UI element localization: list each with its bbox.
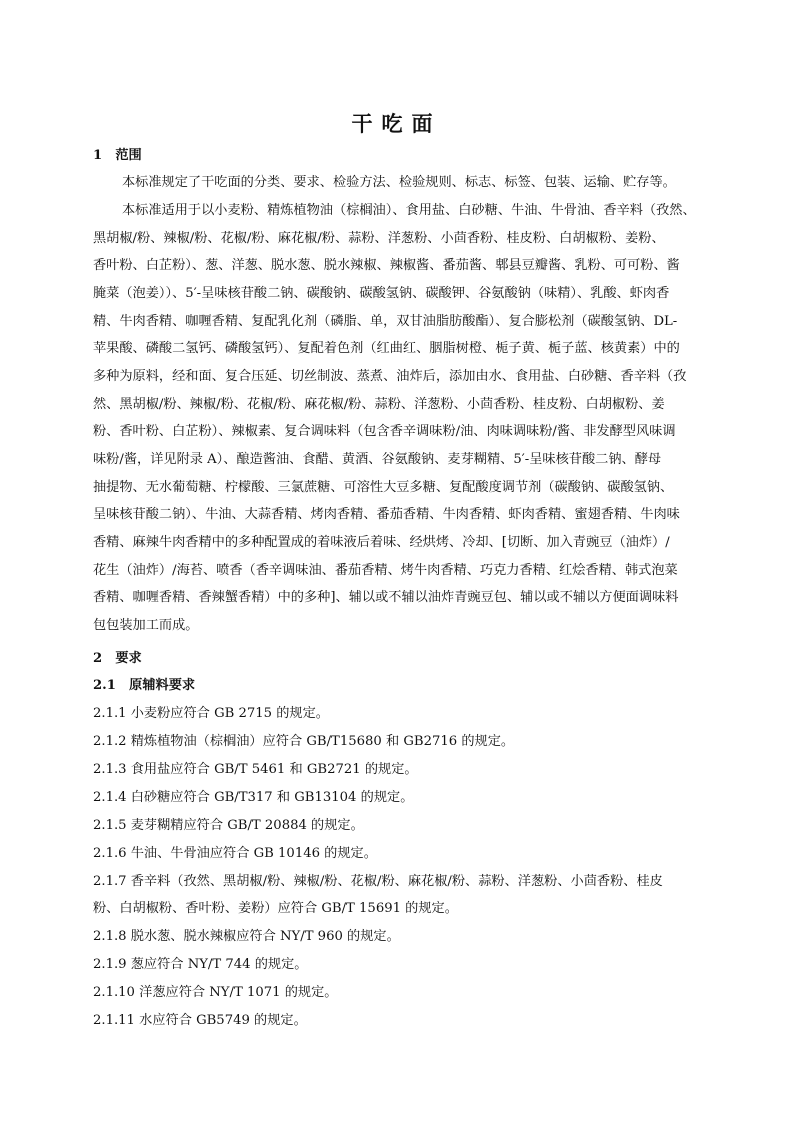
requirement-item: 2.1.3 食用盐应符合 GB/T 5461 和 GB2721 的规定。 — [93, 762, 418, 777]
paragraph-line: 黑胡椒/粉、辣椒/粉、花椒/粉、麻花椒/粉、蒜粉、洋葱粉、小茴香粉、桂皮粉、白胡椒粉、姜粉、 — [93, 231, 665, 246]
page-title: 干吃面 — [351, 111, 442, 136]
paragraph-line: 粉、香叶粉、白芷粉）、辣椒素、复合调味料（包含香辛调味粉/油、肉味调味粉/酱、非发酵型风味调 — [93, 424, 676, 439]
paragraph-line: 多种为原料，经和面、复合压延、切丝制波、蒸煮、油炸后，添加由水、食用盐、白砂糖、香辛料（孜 — [93, 369, 687, 384]
paragraph-line: 味粉/酱，详见附录 A）、酿造酱油、食醋、黄酒、谷氨酸钠、麦芽糊精、5′-呈味核苷酸二钠、酵母 — [93, 452, 662, 467]
requirement-item: 2.1.10 洋葱应符合 NY/T 1071 的规定。 — [93, 985, 338, 1000]
paragraph-line: 腌菜（泡姜））、5′-呈味核苷酸二钠、碳酸钠、碳酸氢钠、碳酸钾、谷氨酸钠（味精）、乳酸、虾肉香 — [93, 286, 670, 301]
requirement-item: 2.1.7 香辛料（孜然、黑胡椒/粉、辣椒/粉、花椒/粉、麻花椒/粉、蒜粉、洋葱粉、小茴香粉、桂皮 — [93, 874, 663, 889]
requirement-item: 2.1.1 小麦粉应符合 GB 2715 的规定。 — [93, 706, 329, 721]
paragraph-line: 精、牛肉香精、咖喱香精、复配乳化剂（磷脂、单，双甘油脂肪酸酯）、复合膨松剂（碳酸氢钠、DL- — [93, 314, 678, 329]
paragraph-line: 香精、麻辣牛肉香精中的多种配置成的着味液后着味、经烘烤、冷却、[切断、加入青豌豆（油炸）/ — [93, 535, 670, 550]
requirement-item: 2.1.2 精炼植物油（棕榈油）应符合 GB/T15680 和 GB2716 的规定。 — [93, 734, 515, 749]
paragraph-line: 抽提物、无水葡萄糖、柠檬酸、三氯蔗糖、可溶性大豆多糖、复配酸度调节剂（碳酸钠、碳酸氢钠、 — [93, 480, 674, 495]
paragraph-line: 花生（油炸）/海苔、喷香（香辛调味油、番茄香精、烤牛肉香精、巧克力香精、红烩香精、韩式泡菜 — [93, 563, 678, 578]
paragraph-line: 然、黑胡椒/粉、辣椒/粉、花椒/粉、麻花椒/粉、蒜粉、洋葱粉、小茴香粉、桂皮粉、白胡椒粉、姜 — [93, 397, 665, 412]
paragraph-line: 本标准规定了干吃面的分类、要求、检验方法、检验规则、标志、标签、包装、运输、贮存等。 — [122, 175, 676, 190]
requirement-item: 2.1.4 白砂糖应符合 GB/T317 和 GB13104 的规定。 — [93, 790, 414, 805]
section-heading: 1 范围 — [93, 148, 142, 163]
requirement-item-continuation: 粉、白胡椒粉、香叶粉、姜粉）应符合 GB/T 15691 的规定。 — [93, 901, 458, 916]
requirement-item: 2.1.6 牛油、牛骨油应符合 GB 10146 的规定。 — [93, 846, 377, 861]
paragraph-line: 香精、咖喱香精、香辣蟹香精）中的多种]、辅以或不辅以油炸青豌豆包、辅以或不辅以方便面调味料 — [93, 590, 679, 605]
requirement-item: 2.1.8 脱水葱、脱水辣椒应符合 NY/T 960 的规定。 — [93, 929, 400, 944]
requirement-item: 2.1.9 葱应符合 NY/T 744 的规定。 — [93, 957, 308, 972]
paragraph-line: 呈味核苷酸二钠）、牛油、大蒜香精、烤肉香精、番茄香精、牛肉香精、虾肉香精、蜜翅香精、牛肉味 — [93, 507, 680, 522]
subsection-heading: 2.1 原辅料要求 — [93, 678, 196, 693]
paragraph-line: 香叶粉、白芷粉）、葱、洋葱、脱水葱、脱水辣椒、辣椒酱、番茄酱、郫县豆瓣酱、乳粉、可可粉、酱 — [93, 258, 680, 273]
requirement-item: 2.1.5 麦芽糊精应符合 GB/T 20884 的规定。 — [93, 818, 364, 833]
section-heading: 2 要求 — [93, 651, 142, 666]
paragraph-line: 包包装加工而成。 — [93, 618, 199, 633]
paragraph-line: 本标准适用于以小麦粉、精炼植物油（棕榈油）、食用盐、白砂糖、牛油、牛骨油、香辛料（孜然、 — [122, 203, 696, 218]
requirement-item: 2.1.11 水应符合 GB5749 的规定。 — [93, 1013, 307, 1028]
paragraph-line: 苹果酸、磷酸二氢钙、磷酸氢钙）、复配着色剂（红曲红、胭脂树橙、栀子黄、栀子蓝、核黄素）中的 — [93, 341, 680, 356]
